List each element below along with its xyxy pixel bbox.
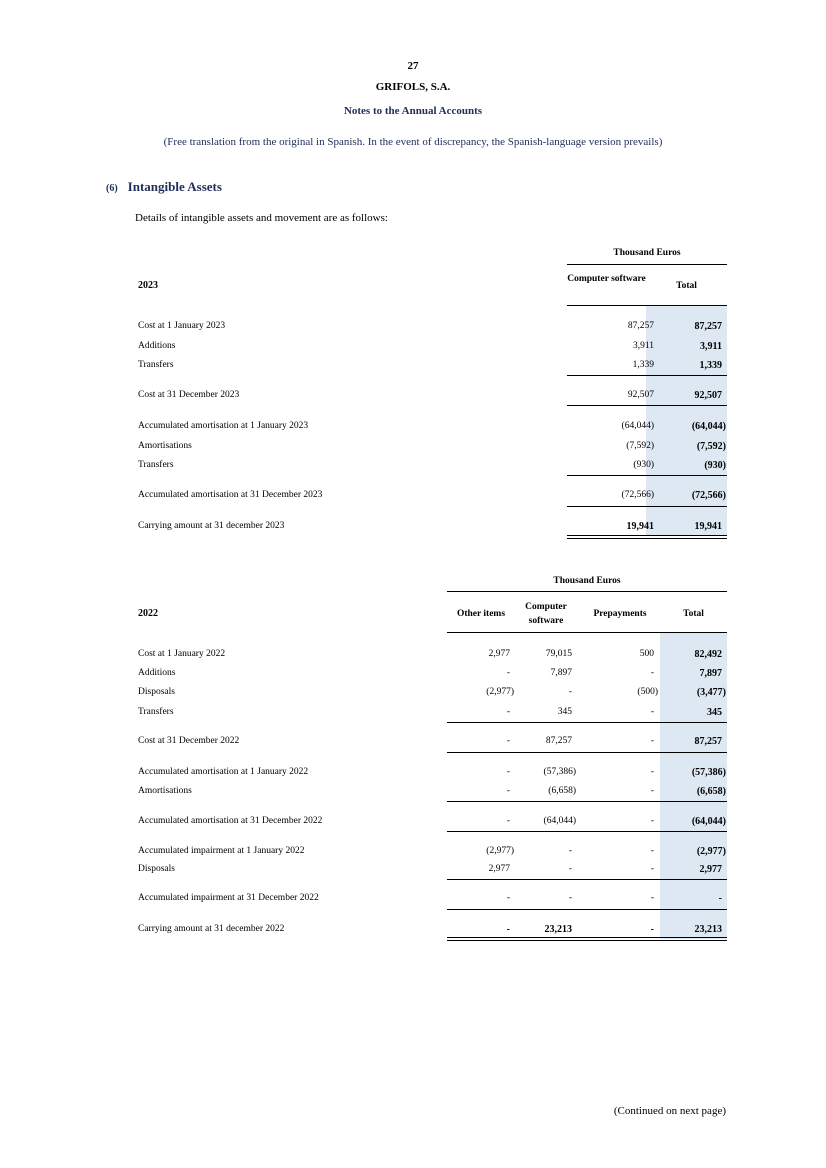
row-label: Additions [138, 341, 176, 351]
row-label: Transfers [138, 707, 174, 717]
cell-other: 2,977 [488, 649, 510, 659]
cell-other: - [506, 707, 510, 717]
cell-other: - [506, 924, 510, 935]
cell-software: 3,911 [632, 341, 654, 351]
cell-total: (72,566) [691, 490, 726, 501]
total-double-rule [567, 535, 727, 539]
cell-other: - [506, 736, 510, 746]
cell-other: - [506, 786, 510, 796]
row-label: Disposals [138, 687, 175, 697]
cell-software: 87,257 [627, 321, 654, 331]
cell-prepayments: - [650, 767, 654, 777]
total-double-rule [447, 937, 727, 941]
cell-software: 1,339 [632, 360, 654, 370]
cell-software: 19,941 [626, 521, 654, 532]
subtotal-rule [447, 831, 727, 832]
header-rule [567, 305, 727, 306]
company-name: GRIFOLS, S.A. [375, 81, 451, 93]
translation-disclaimer: (Free translation from the original in Spanish. In the event of discrepancy, the Spanish-language version prevails) [163, 136, 663, 148]
cell-prepayments: (500) [637, 687, 658, 697]
cell-prepayments: - [650, 893, 654, 903]
cell-software: 7,897 [550, 668, 572, 678]
cell-software: - [568, 687, 572, 697]
document-subtitle: Notes to the Annual Accounts [343, 105, 483, 117]
units-header: Thousand Euros [553, 576, 621, 586]
year-label: 2022 [138, 608, 158, 619]
column-header-prepayments: Prepayments [593, 609, 647, 619]
row-label: Carrying amount at 31 december 2022 [138, 924, 285, 934]
subtotal-rule [447, 909, 727, 910]
section-intro: Details of intangible assets and movement are as follows: [135, 212, 388, 224]
cell-prepayments: - [650, 707, 654, 717]
row-label: Transfers [138, 460, 174, 470]
units-header: Thousand Euros [613, 248, 681, 258]
cell-software: - [568, 893, 572, 903]
cell-total: (6,658) [696, 786, 726, 797]
continued-note: (Continued on next page) [613, 1105, 726, 1117]
row-label: Cost at 31 December 2022 [138, 736, 240, 746]
cell-software: (72,566) [621, 490, 654, 500]
subtotal-rule [447, 879, 727, 880]
column-header-total: Total [676, 281, 697, 291]
cell-other: - [506, 767, 510, 777]
cell-total: 87,257 [694, 321, 722, 332]
row-label: Accumulated impairment at 31 December 2022 [138, 893, 319, 903]
section-heading [106, 179, 222, 195]
subtotal-rule [447, 722, 727, 723]
cell-other: - [506, 668, 510, 678]
subtotal-rule [447, 801, 727, 802]
cell-other: - [506, 893, 510, 903]
section-title: Intangible Assets [127, 179, 222, 194]
cell-software: (930) [633, 460, 654, 470]
cell-total: (57,386) [691, 767, 726, 778]
section-number: (6) [106, 183, 118, 194]
cell-software: 92,507 [627, 390, 654, 400]
cell-total: 3,911 [700, 341, 722, 352]
cell-other: 2,977 [488, 864, 510, 874]
row-label: Transfers [138, 360, 174, 370]
cell-software: (57,386) [543, 767, 576, 777]
row-label: Accumulated impairment at 1 January 2022 [138, 846, 305, 856]
cell-software: - [568, 864, 572, 874]
cell-total: 7,897 [699, 668, 722, 679]
cell-software: (64,044) [621, 421, 654, 431]
cell-prepayments: - [650, 864, 654, 874]
cell-other: (2,977) [486, 687, 514, 697]
cell-software: (6,658) [548, 786, 576, 796]
cell-software: 79,015 [545, 649, 572, 659]
cell-total: 87,257 [694, 736, 722, 747]
row-label: Carrying amount at 31 december 2023 [138, 521, 285, 531]
row-label: Accumulated amortisation at 31 December 2023 [138, 490, 323, 500]
cell-prepayments: 500 [639, 649, 654, 659]
page-number: 27 [407, 60, 419, 72]
subtotal-rule [567, 506, 727, 507]
cell-total: (64,044) [691, 421, 726, 432]
cell-other: (2,977) [486, 846, 514, 856]
row-label: Disposals [138, 864, 175, 874]
cell-prepayments: - [650, 786, 654, 796]
cell-total: (2,977) [696, 846, 726, 857]
units-rule [567, 264, 727, 265]
subtotal-rule [567, 475, 727, 476]
cell-total: 92,507 [694, 390, 722, 401]
cell-prepayments: - [650, 924, 654, 935]
cell-total: (64,044) [691, 816, 726, 827]
column-header-total: Total [683, 609, 704, 619]
row-label: Additions [138, 668, 176, 678]
cell-total: (7,592) [696, 441, 726, 452]
cell-software: (7,592) [626, 441, 654, 451]
cell-software: 23,213 [544, 924, 572, 935]
row-label: Cost at 31 December 2023 [138, 390, 240, 400]
cell-software: 87,257 [545, 736, 572, 746]
cell-total: 82,492 [694, 649, 722, 660]
header-rule [447, 632, 727, 633]
units-rule [447, 591, 727, 592]
subtotal-rule [567, 405, 727, 406]
cell-total: (930) [704, 460, 726, 471]
cell-total: 23,213 [694, 924, 722, 935]
cell-total: 1,339 [699, 360, 722, 371]
subtotal-rule [567, 375, 727, 376]
cell-prepayments: - [650, 736, 654, 746]
cell-prepayments: - [650, 846, 654, 856]
cell-total: (3,477) [696, 687, 726, 698]
row-label: Amortisations [138, 786, 192, 796]
row-label: Accumulated amortisation at 1 January 2022 [138, 767, 309, 777]
cell-total: 2,977 [699, 864, 722, 875]
subtotal-rule [447, 752, 727, 753]
row-label: Cost at 1 January 2022 [138, 649, 226, 659]
column-header-software: Computer software [567, 274, 646, 284]
column-header-other: Other items [456, 609, 506, 619]
cell-software: (64,044) [543, 816, 576, 826]
cell-total: 19,941 [694, 521, 722, 532]
cell-prepayments: - [650, 816, 654, 826]
cell-total: - [718, 893, 722, 904]
cell-prepayments: - [650, 668, 654, 678]
row-label: Cost at 1 January 2023 [138, 321, 226, 331]
cell-other: - [506, 816, 510, 826]
cell-software: 345 [557, 707, 572, 717]
cell-software: - [568, 846, 572, 856]
row-label: Accumulated amortisation at 31 December 2022 [138, 816, 323, 826]
cell-total: 345 [707, 707, 722, 718]
year-label: 2023 [138, 280, 158, 291]
row-label: Amortisations [138, 441, 192, 451]
column-header-software: Computer software [525, 602, 567, 626]
row-label: Accumulated amortisation at 1 January 2023 [138, 421, 309, 431]
